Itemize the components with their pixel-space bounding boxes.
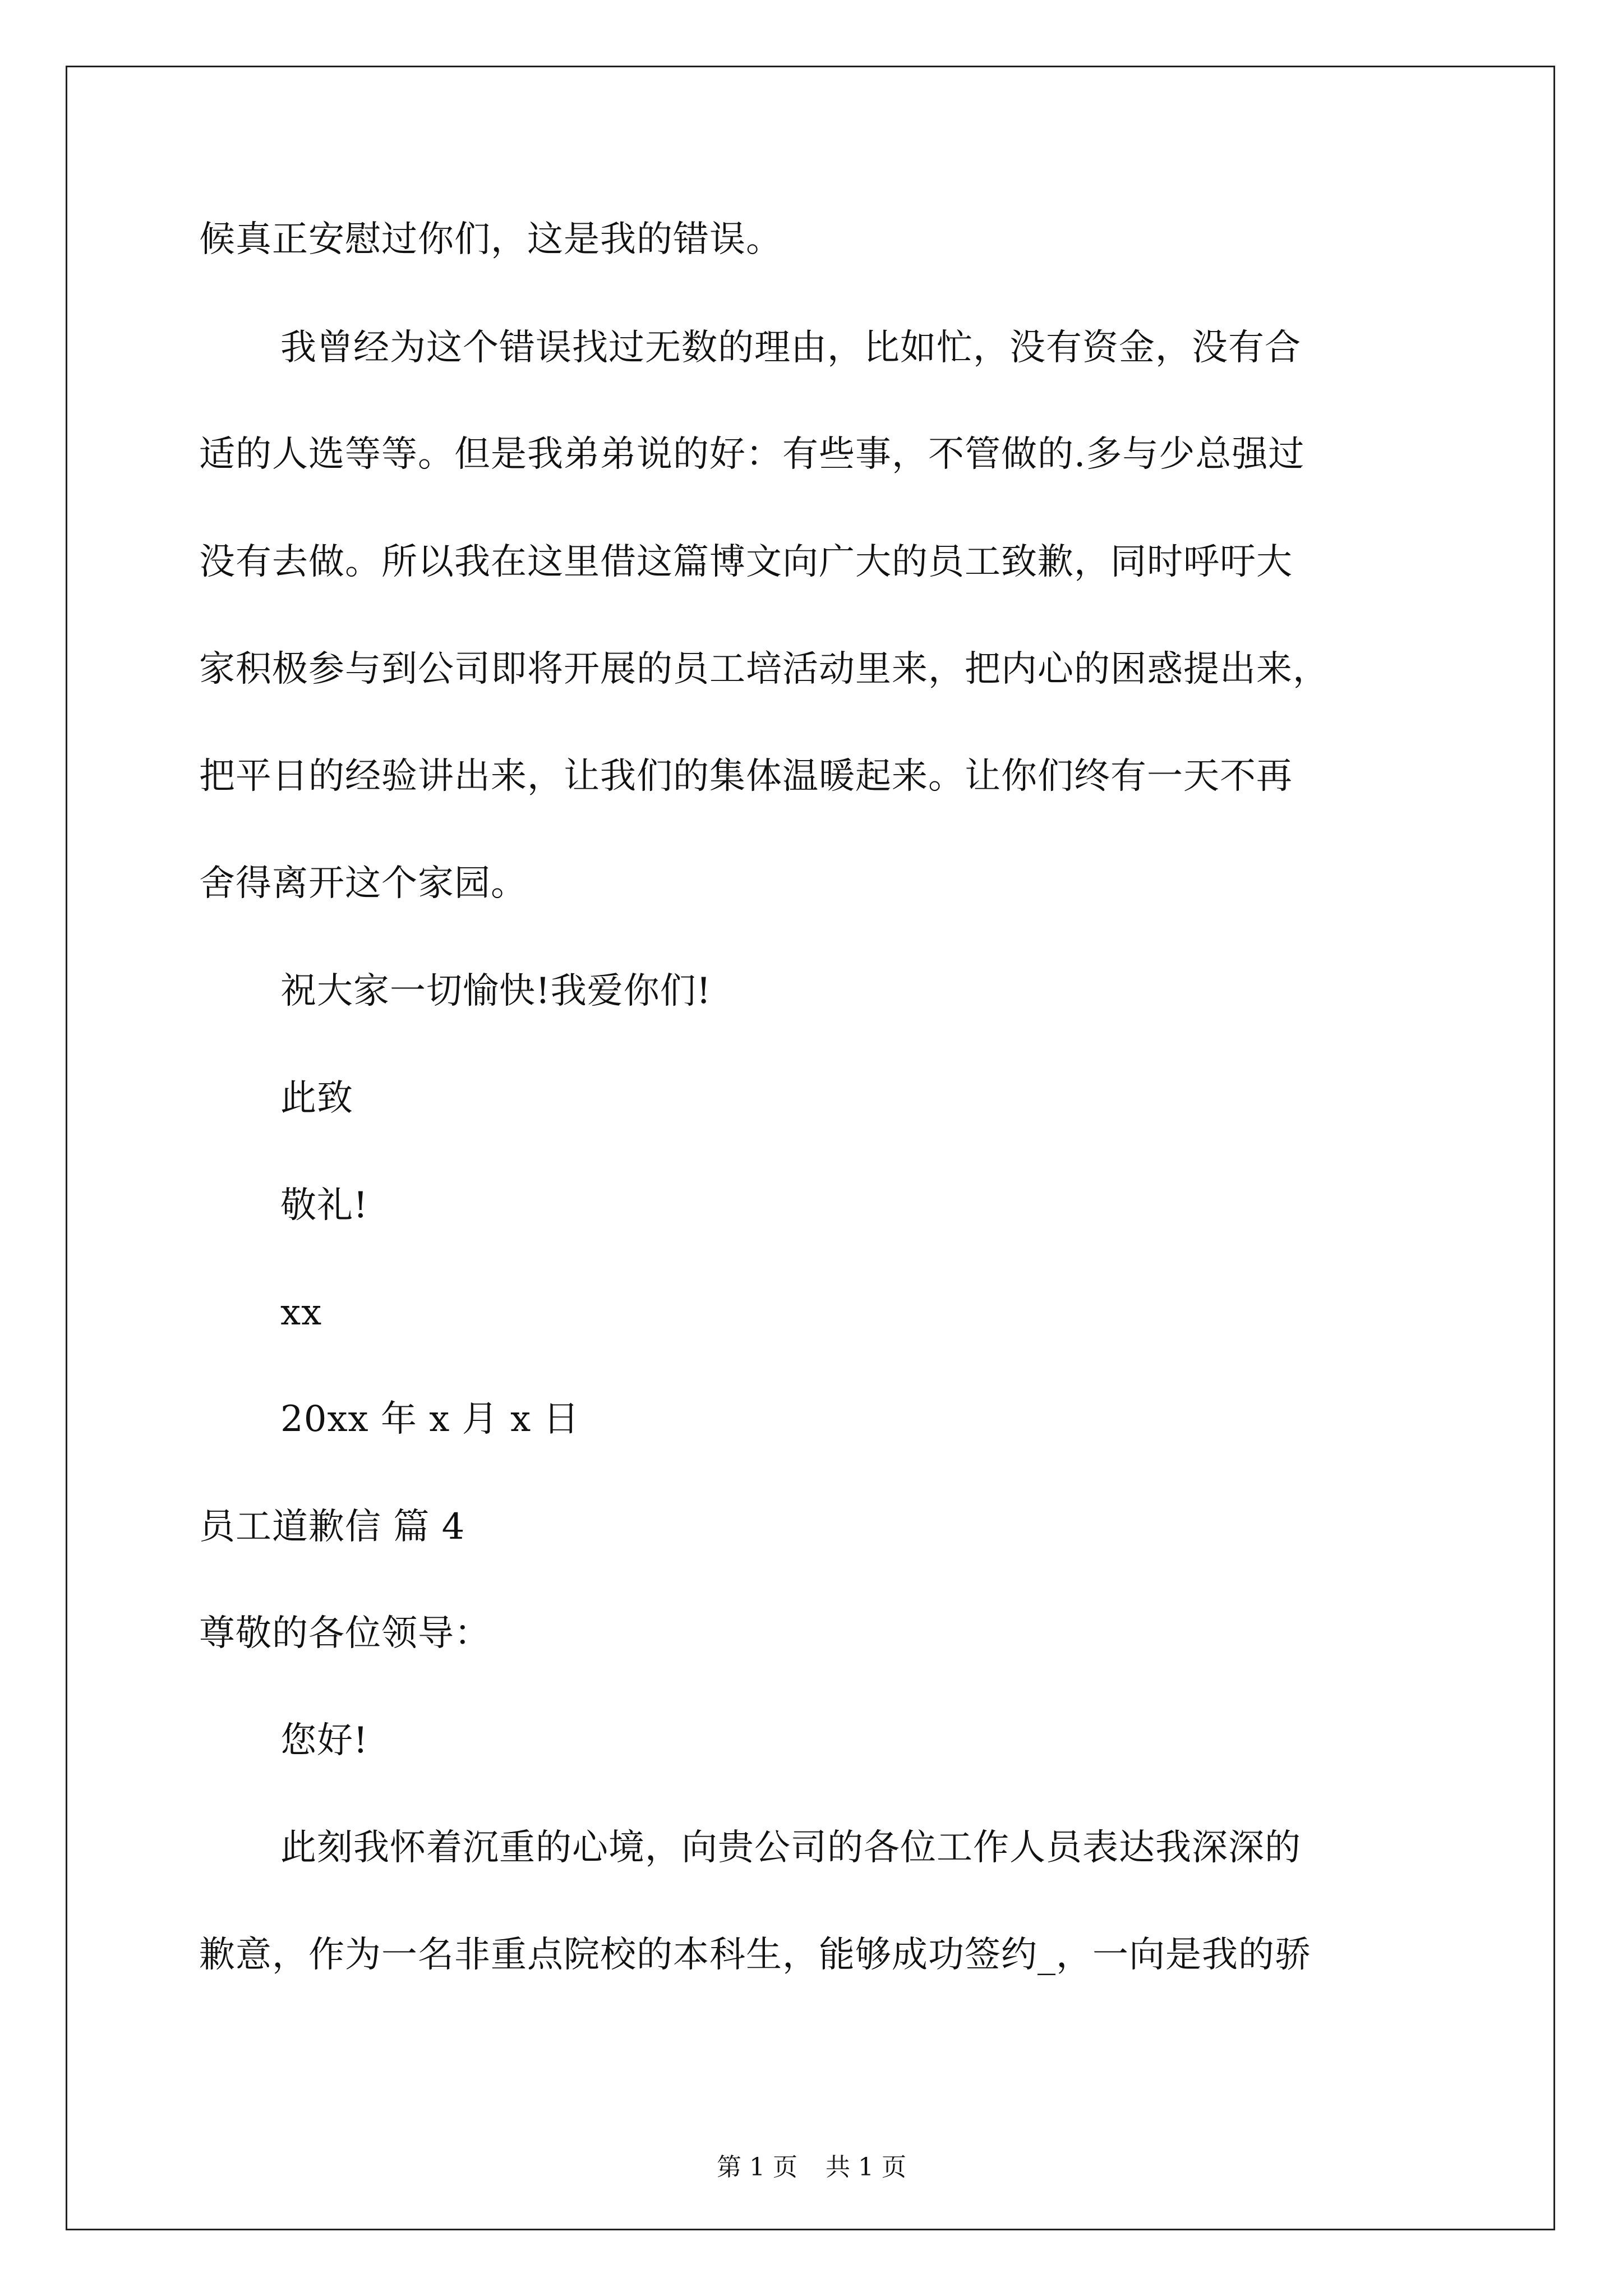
paragraph-first-line: 此刻我怀着沉重的心境，向贵公司的各位工作人员表达我深深的	[280, 1827, 1301, 1869]
page-border	[66, 66, 1555, 2230]
closing-wish: 祝大家一切愉快!我爱你们!	[280, 970, 712, 1012]
text-line: 舍得离开这个家园。	[199, 863, 527, 904]
text-line: 适的人选等等。但是我弟弟说的好：有些事，不管做的.多与少总强过	[199, 434, 1305, 475]
text-line: 家积极参与到公司即将开展的员工培活动里来，把内心的困惑提出来，	[199, 648, 1329, 690]
page-footer	[0, 2151, 1623, 2184]
section-heading: 员工道歉信 篇 4	[199, 1506, 465, 1548]
page-total: 共 1 页	[826, 2153, 906, 2182]
signature-name: xx	[280, 1292, 322, 1333]
signature-date: 20xx 年 x 月 x 日	[280, 1398, 580, 1440]
text-line: 歉意，作为一名非重点院校的本科生，能够成功签约_，一向是我的骄	[199, 1934, 1311, 1976]
text-line: 没有去做。所以我在这里借这篇博文向广大的员工致歉，同时呼吁大	[199, 541, 1293, 583]
text-line: 候真正安慰过你们，这是我的错误。	[199, 219, 782, 260]
letter-hello: 您好!	[280, 1720, 368, 1761]
salutation-cizhi: 此致	[280, 1078, 353, 1119]
page-number: 第 1 页	[717, 2153, 797, 2182]
salutation-jingli: 敬礼!	[280, 1185, 368, 1226]
text-line: 把平日的经验讲出来，让我们的集体温暖起来。让你们终有一天不再	[199, 756, 1293, 797]
paragraph-first-line: 我曾经为这个错误找过无数的理由，比如忙，没有资金，没有合	[280, 327, 1301, 369]
letter-greeting: 尊敬的各位领导：	[199, 1613, 491, 1654]
